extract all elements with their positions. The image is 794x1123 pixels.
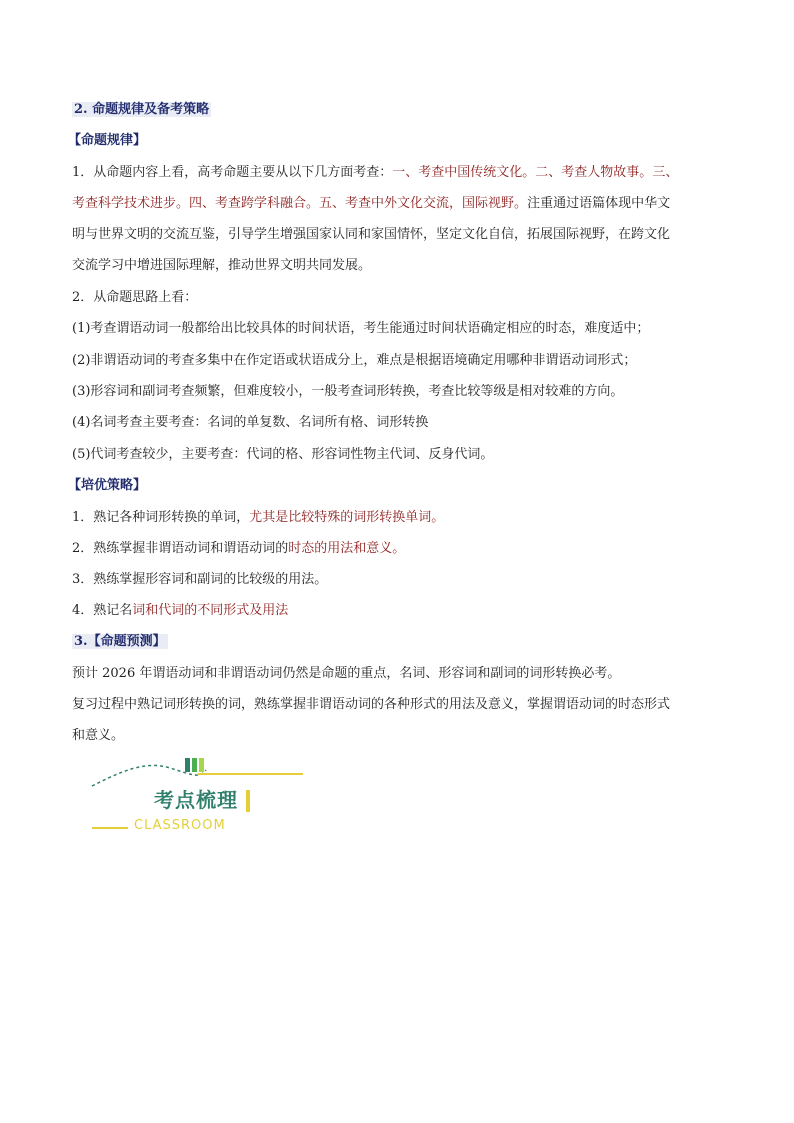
highlight-run: 三、 — [652, 165, 679, 180]
text-run: 注重通过语篇体现中华文 — [527, 196, 671, 211]
strategy-item1 — [72, 509, 444, 527]
rules-p2: 2．从命题思路上看： — [72, 290, 198, 305]
highlight-run: 词和代词的不同形式及用法 — [132, 603, 289, 618]
prediction-line2: 复习过程中熟记词形转换的词，熟练掌握非谓语动词的各种形式的用法及意义，掌握谓语动词的时态形式 — [72, 697, 671, 712]
strategy-header: 【培优策略】 — [68, 478, 147, 493]
rules-p1-line1 — [72, 164, 678, 182]
highlight-run: 五、考查中外文化交流， — [319, 196, 463, 211]
text-run: 2．熟练掌握非谓语动词和谓语动词的 — [72, 541, 289, 556]
highlight-run: 四、考查跨学科融合。 — [189, 196, 320, 211]
highlight-run: 二、考查人物故事。 — [535, 165, 653, 180]
classroom-banner — [90, 752, 305, 840]
banner-accent-bar — [246, 790, 250, 812]
highlight-run: 尤其是比较特殊的词形转换单词。 — [249, 510, 445, 525]
section-2-heading — [72, 101, 211, 119]
highlight-run: 考查科学技术进步。 — [72, 196, 190, 211]
prediction-line3: 和意义。 — [72, 728, 125, 743]
section-3-title: 3.【命题预测】 — [74, 634, 166, 649]
text-run: 1．从命题内容上看，高考命题主要从以下几方面考查： — [72, 165, 393, 180]
book-icon — [185, 758, 190, 772]
prediction-line1: 预计 2026 年谓语动词和非谓语动词仍然是命题的重点，名词、形容词和副词的词形转换必考。 — [72, 666, 621, 681]
highlight-run: 一、考查中国传统文化。 — [392, 165, 536, 180]
text-run: 4．熟记名 — [72, 603, 133, 618]
section-2-title: 2. 命题规律及备考策略 — [74, 102, 210, 117]
rules-header: 【命题规律】 — [68, 133, 147, 148]
banner-subtitle: CLASSROOM — [134, 818, 226, 833]
rules-p2-item5: (5)代词考查较少，主要考查：代词的格、形容词性物主代词、反身代词。 — [72, 447, 494, 462]
rules-p1-line2 — [72, 195, 670, 213]
banner-accent-line — [198, 773, 303, 775]
banner-title: 考点梳理 — [154, 788, 238, 812]
book-icon — [199, 758, 204, 772]
rules-p2-item2: (2)非谓语动词的考查多集中在作定语或状语成分上，难点是根据语境确定用哪种非谓语动词形式； — [72, 353, 637, 368]
text-run: 1．熟记各种词形转换的单词， — [72, 510, 250, 525]
rules-p2-item3: (3)形容词和副词考查频繁，但难度较小，一般考查词形转换，考查比较等级是相对较难的方向。 — [72, 384, 624, 399]
strategy-item3: 3．熟练掌握形容词和副词的比较级的用法。 — [72, 572, 328, 587]
rules-p2-item4: (4)名词考查主要考查：名词的单复数、名词所有格、词形转换 — [72, 415, 429, 430]
highlight-run: 国际视野。 — [462, 196, 528, 211]
strategy-item4 — [72, 602, 288, 620]
book-icon — [192, 758, 197, 772]
banner-dash-line — [92, 827, 128, 829]
rules-p1-line3: 明与世界文明的交流互鉴，引导学生增强国家认同和家国情怀，坚定文化自信，拓展国际视野，在跨文化 — [72, 227, 671, 242]
rules-p2-item1: (1)考查谓语动词一般都给出比较具体的时间状语，考生能通过时间状语确定相应的时态，难度适中； — [72, 321, 650, 336]
strategy-item2 — [72, 540, 405, 558]
rules-p1-line4: 交流学习中增进国际理解，推动世界文明共同发展。 — [72, 258, 372, 273]
section-3-heading — [72, 633, 168, 651]
highlight-run: 时态的用法和意义。 — [288, 541, 406, 556]
